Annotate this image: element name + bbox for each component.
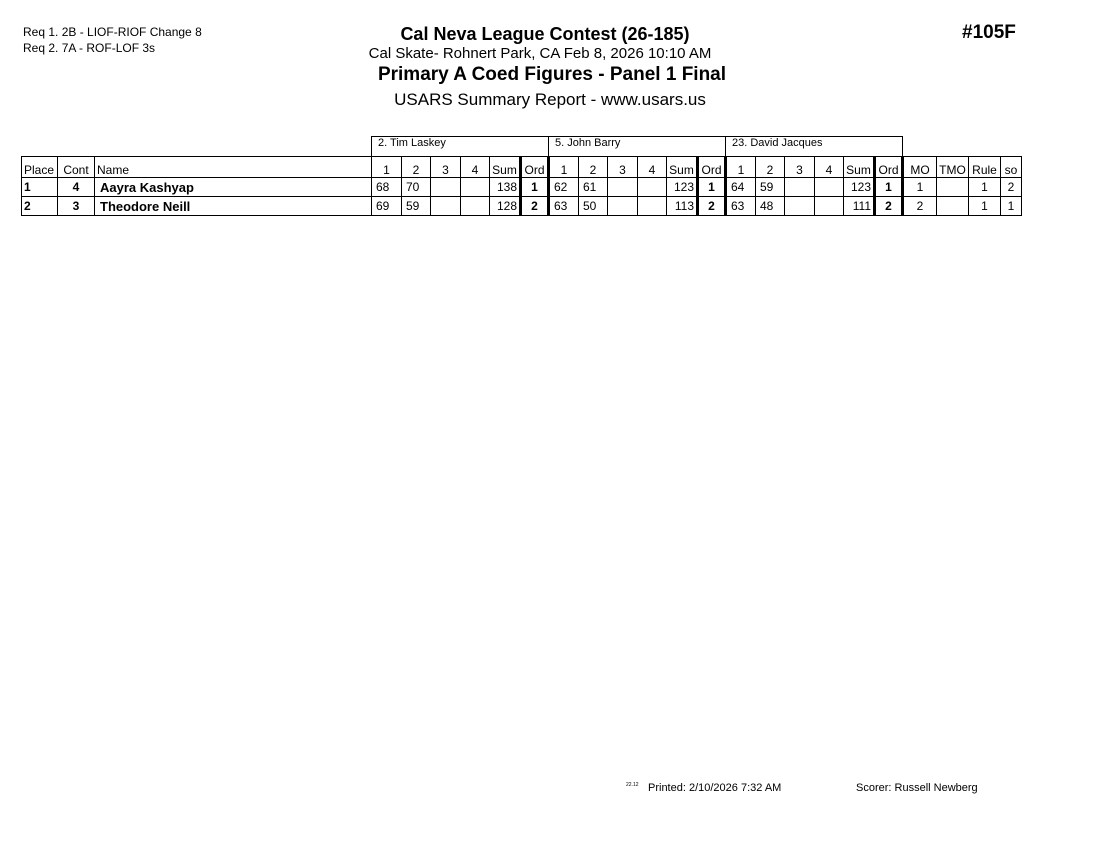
col-figure-4: 4	[815, 157, 844, 178]
col-name: Name	[95, 157, 372, 178]
contest-title: Cal Neva League Contest (26-185)	[400, 24, 690, 44]
col-figure-3: 3	[608, 157, 638, 178]
judge-3-name: 23. David Jacques	[726, 137, 903, 157]
ordinal-cell: 1	[521, 178, 549, 197]
judge-header-row	[22, 137, 1022, 157]
ordinal-cell: 2	[698, 197, 726, 216]
score-cell	[461, 197, 490, 216]
score-cell: 64	[726, 178, 756, 197]
place-cell: 2	[22, 197, 58, 216]
score-cell: 59	[402, 197, 431, 216]
col-figure-2: 2	[756, 157, 785, 178]
col-sum: Sum	[667, 157, 698, 178]
col-figure-2: 2	[579, 157, 608, 178]
contest-location-date: Cal Skate- Rohnert Park, CA Feb 8, 2026 10:10 AM	[368, 45, 712, 62]
sum-cell: 128	[490, 197, 521, 216]
scorer-name: Scorer: Russell Newberg	[856, 782, 978, 794]
col-sum: Sum	[844, 157, 875, 178]
col-tmo: TMO	[937, 157, 969, 178]
tmo-cell	[937, 197, 969, 216]
score-cell: 62	[549, 178, 579, 197]
score-cell: 59	[756, 178, 785, 197]
score-cell: 63	[726, 197, 756, 216]
col-rule: Rule	[969, 157, 1001, 178]
skater-name: Aayra Kashyap	[95, 178, 372, 197]
col-so: so	[1001, 157, 1022, 178]
score-cell	[815, 178, 844, 197]
sum-cell: 123	[667, 178, 698, 197]
col-mo: MO	[903, 157, 937, 178]
score-cell: 68	[372, 178, 402, 197]
requirement-2: Req 2. 7A - ROF-LOF 3s	[23, 41, 156, 55]
score-cell: 61	[579, 178, 608, 197]
col-figure-4: 4	[638, 157, 667, 178]
table-row	[22, 178, 1022, 197]
tmo-cell	[937, 178, 969, 197]
score-cell: 70	[402, 178, 431, 197]
table-row	[22, 197, 1022, 216]
score-cell: 63	[549, 197, 579, 216]
col-figure-1: 1	[549, 157, 579, 178]
col-figure-3: 3	[431, 157, 461, 178]
mo-cell: 2	[903, 197, 937, 216]
rule-cell: 1	[969, 197, 1001, 216]
col-ord: Ord	[698, 157, 726, 178]
score-cell	[638, 197, 667, 216]
results-table	[21, 136, 1022, 216]
ordinal-cell: 1	[698, 178, 726, 197]
score-cell: 48	[756, 197, 785, 216]
blank-cell	[903, 137, 1022, 157]
score-cell: 50	[579, 197, 608, 216]
sum-cell: 138	[490, 178, 521, 197]
report-title: USARS Summary Report - www.usars.us	[394, 90, 706, 109]
score-cell	[638, 178, 667, 197]
sum-cell: 111	[844, 197, 875, 216]
ordinal-cell: 2	[875, 197, 903, 216]
so-cell: 1	[1001, 197, 1022, 216]
col-sum: Sum	[490, 157, 521, 178]
sum-cell: 123	[844, 178, 875, 197]
score-cell	[461, 178, 490, 197]
blank-cell	[22, 137, 372, 157]
col-figure-1: 1	[726, 157, 756, 178]
cont-cell: 4	[58, 178, 95, 197]
col-ord: Ord	[875, 157, 903, 178]
ordinal-cell: 1	[875, 178, 903, 197]
score-cell	[431, 178, 461, 197]
col-figure-3: 3	[785, 157, 815, 178]
printed-timestamp: Printed: 2/10/2026 7:32 AM	[648, 782, 782, 794]
score-cell	[608, 178, 638, 197]
place-cell: 1	[22, 178, 58, 197]
so-cell: 2	[1001, 178, 1022, 197]
judge-1-name: 2. Tim Laskey	[372, 137, 549, 157]
score-cell	[785, 178, 815, 197]
skater-name: Theodore Neill	[95, 197, 372, 216]
cont-cell: 3	[58, 197, 95, 216]
version-mark: 22.12	[626, 782, 639, 788]
score-cell	[785, 197, 815, 216]
score-cell: 69	[372, 197, 402, 216]
mo-cell: 1	[903, 178, 937, 197]
score-cell	[815, 197, 844, 216]
col-place: Place	[22, 157, 58, 178]
ordinal-cell: 2	[521, 197, 549, 216]
col-figure-2: 2	[402, 157, 431, 178]
requirement-1: Req 1. 2B - LIOF-RIOF Change 8	[23, 25, 202, 39]
col-ord: Ord	[521, 157, 549, 178]
column-header-row	[22, 157, 1022, 178]
judge-2-name: 5. John Barry	[549, 137, 726, 157]
col-figure-4: 4	[461, 157, 490, 178]
sum-cell: 113	[667, 197, 698, 216]
rule-cell: 1	[969, 178, 1001, 197]
score-cell	[431, 197, 461, 216]
col-figure-1: 1	[372, 157, 402, 178]
col-cont: Cont	[58, 157, 95, 178]
contest-number: #105F	[962, 22, 1016, 43]
event-title: Primary A Coed Figures - Panel 1 Final	[377, 64, 727, 85]
score-cell	[608, 197, 638, 216]
